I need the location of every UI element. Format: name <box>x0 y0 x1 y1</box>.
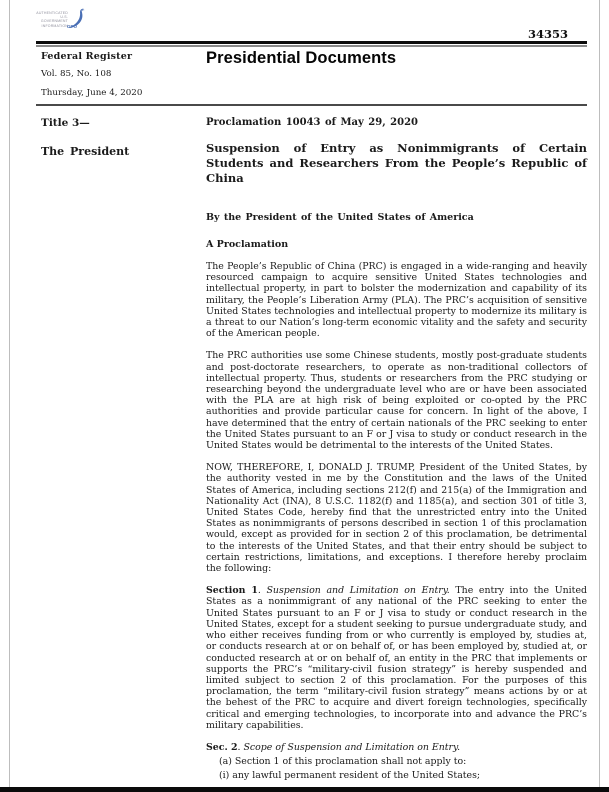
proclamation-byline: By the President of the United States of America <box>206 212 474 223</box>
federal-register-page <box>9 0 600 787</box>
gpo-logo-line: INFORMATION <box>41 23 68 28</box>
gpo-eagle-icon <box>66 7 88 33</box>
viewport-bottom-edge <box>0 787 609 792</box>
proclamation-body <box>206 117 587 782</box>
paragraph-now-therefore: NOW, THEREFORE, I, DONALD J. TRUMP, President of the United States, by the authority vested in me by the Constitution and the laws of the United States of America, including sections 212(f) and 215(a) of the Immigration and Nationality Act (INA), 8 U.S.C. 1182(f) and 1185(a), and section 301 of title 3, United States Code, hereby find that the unrestricted entry into the United States as nonimmigrants of persons described in section 1 of this proclamation would, except as provided for in section 2 of this proclamation, be detrimental to the interests of the United States, and that their entry should be subject to certain restrictions, limitations, and exceptions. I therefore hereby proclaim the following: <box>206 462 587 575</box>
masthead <box>41 51 201 98</box>
section-2-item-a-i: (i) any lawful permanent resident of the United States; <box>219 770 481 782</box>
masthead-title: Federal Register <box>41 51 133 62</box>
proclamation-title: Suspension of Entry as Nonimmigrants of Certain Students and Researchers From the People’s Republic of China <box>206 141 587 185</box>
gpo-authenticated-logo <box>34 7 92 37</box>
gpo-logo-line: U.S. GOVERNMENT <box>40 15 68 24</box>
the-president-label: The President <box>41 145 130 158</box>
masthead-bottom-rule <box>36 104 587 106</box>
proclamation-number-line: Proclamation 10043 of May 29, 2020 <box>206 117 419 128</box>
masthead-date: Thursday, June 4, 2020 <box>41 88 143 98</box>
section-2-heading: Sec. 2. Scope of Suspension and Limitation on Entry. <box>206 741 461 753</box>
section-2-item-a: (a) Section 1 of this proclamation shall not apply to: <box>219 756 467 768</box>
gpo-logo-line: AUTHENTICATED <box>36 11 68 15</box>
margin-column <box>41 117 191 158</box>
title3-label: Title 3— <box>41 117 90 129</box>
presidential-documents-heading: Presidential Documents <box>206 49 397 67</box>
paragraph-section-1: Section 1. Suspension and Limitation on Entry. The entry into the United States as a nonimmigrant of any national of the PRC seeking to enter the United States pursuant to an F or J visa to study or conduct research in the United States, except for a student seeking to pursue undergraduate study, and who either receives funding from or who currently is employed by, studies at, or conducts research at or on behalf of, or has been employed by, studied at, or conducted research at or on behalf of, an entity in the PRC that implements or supports the PRC’s “military-civil fusion strategy” is hereby suspended and limited subject to section 2 of this proclamation. For the purposes of this proclamation, the term “military-civil fusion strategy” means actions by or at the behest of the PRC to acquire and divert foreign technologies, specifically critical and emerging technologies, to incorporate into and advance the PRC’s military capabilities. <box>206 585 587 731</box>
gpo-logo-gpo: GPO <box>67 24 78 29</box>
a-proclamation-heading: A Proclamation <box>206 239 289 250</box>
paragraph-intro-2: The PRC authorities use some Chinese students, mostly post-graduate students and post-doctorate researchers, to operate as non-traditional collectors of intellectual property. Thus, students or researchers from the PRC studying or researching beyond the undergraduate level who are or have been associated with the PLA are at high risk of being exploited or co-opted by the PRC authorities and provide particular cause for concern. In light of the above, I have determined that the entry of certain nationals of the PRC seeking to enter the United States pursuant to an F or J visa to study or conduct research in the United States would be detrimental to the interests of the United States. <box>206 350 587 452</box>
masthead-volume: Vol. 85, No. 108 <box>41 69 112 79</box>
paragraph-intro-1: The People’s Republic of China (PRC) is engaged in a wide-ranging and heavily resourced campaign to acquire sensitive United States technologies and intellectual property, in part to bolster the modernization and capability of its military, the People’s Liberation Army (PLA). The PRC’s acquisition of sensitive United States technologies and intellectual property to modernize its military is a threat to our Nation’s long-term economic vitality and the safety and security of the American people. <box>206 261 587 340</box>
gpo-logo-text <box>34 11 68 28</box>
page-number: 34353 <box>527 27 568 41</box>
header-top-rule <box>36 41 587 47</box>
